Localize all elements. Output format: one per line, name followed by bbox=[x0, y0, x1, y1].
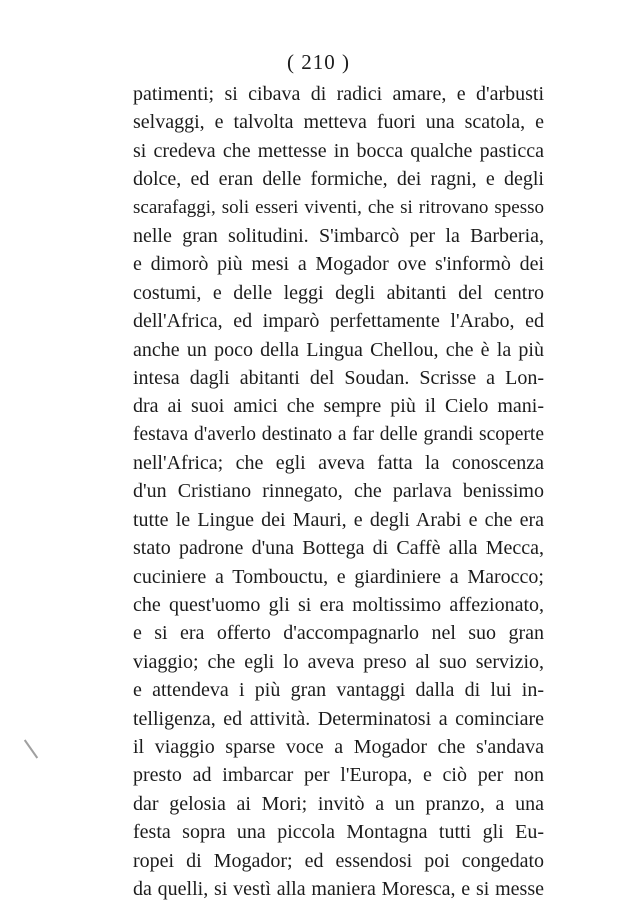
text-line: stato padrone d'una Bottega di Caffè alla Mecca, bbox=[133, 537, 544, 560]
text-line: tutte le Lingue dei Mauri, e degli Arabi e che era bbox=[133, 508, 544, 531]
text-line: telligenza, ed attività. Determinatosi a cominciare bbox=[133, 707, 544, 730]
text-line: e si era offerto d'accompagnarlo nel suo gran bbox=[133, 622, 544, 645]
text-line: presto ad imbarcar per l'Europa, e ciò per non bbox=[133, 764, 544, 787]
text-line: cuciniere a Tombouctu, e giardiniere a Marocco; bbox=[133, 565, 544, 588]
text-line: dar gelosia ai Mori; invitò a un pranzo, a una bbox=[133, 792, 544, 815]
text-line: dolce, ed eran delle formiche, dei ragni, e degli bbox=[133, 168, 544, 191]
text-line: dell'Africa, ed imparò perfettamente l'Arabo, ed bbox=[133, 310, 544, 333]
text-line: nelle gran solitudini. S'imbarcò per la Barberia, bbox=[133, 224, 544, 247]
page-number: ( 210 ) bbox=[287, 50, 350, 74]
text-line: costumi, e delle leggi degli abitanti del centro bbox=[133, 281, 544, 304]
text-line: il viaggio sparse voce a Mogador che s'andava bbox=[133, 735, 544, 758]
text-line: festa sopra una piccola Montagna tutti gli Eu- bbox=[133, 821, 544, 844]
text-line: scarafaggi, soli esseri viventi, che si ritrovano spesso bbox=[133, 196, 544, 218]
text-line: viaggio; che egli lo aveva preso al suo servizio, bbox=[133, 650, 544, 673]
text-line: dra ai suoi amici che sempre più il Cielo mani- bbox=[133, 395, 544, 418]
text-line: ropei di Mogador; ed essendosi poi congedato bbox=[133, 849, 544, 872]
text-line: selvaggi, e talvolta metteva fuori una scatola, e bbox=[133, 111, 544, 134]
margin-pencil-mark bbox=[24, 739, 38, 758]
text-line: da quelli, si vestì alla maniera Moresca, e si messe bbox=[133, 877, 544, 900]
text-line: e dimorò più mesi a Mogador ove s'informò dei bbox=[133, 253, 544, 276]
text-line: si credeva che mettesse in bocca qualche pasticca bbox=[133, 139, 544, 162]
text-line: e attendeva i più gran vantaggi dalla di lui in- bbox=[133, 679, 544, 702]
text-line: intesa dagli abitanti del Soudan. Scrisse a Lon- bbox=[133, 366, 544, 389]
body-text bbox=[133, 80, 544, 903]
text-line: che quest'uomo gli si era moltissimo affezionato, bbox=[133, 594, 544, 617]
text-line: patimenti; si cibava di radici amare, e d'arbusti bbox=[133, 83, 544, 105]
text-line: anche un poco della Lingua Chellou, che è la più bbox=[133, 338, 544, 361]
text-line: d'un Cristiano rinnegato, che parlava benissimo bbox=[133, 480, 544, 503]
text-line: nell'Africa; che egli aveva fatta la conoscenza bbox=[133, 452, 544, 475]
text-line: festava d'averlo destinato a far delle grandi scoperte bbox=[133, 423, 544, 445]
